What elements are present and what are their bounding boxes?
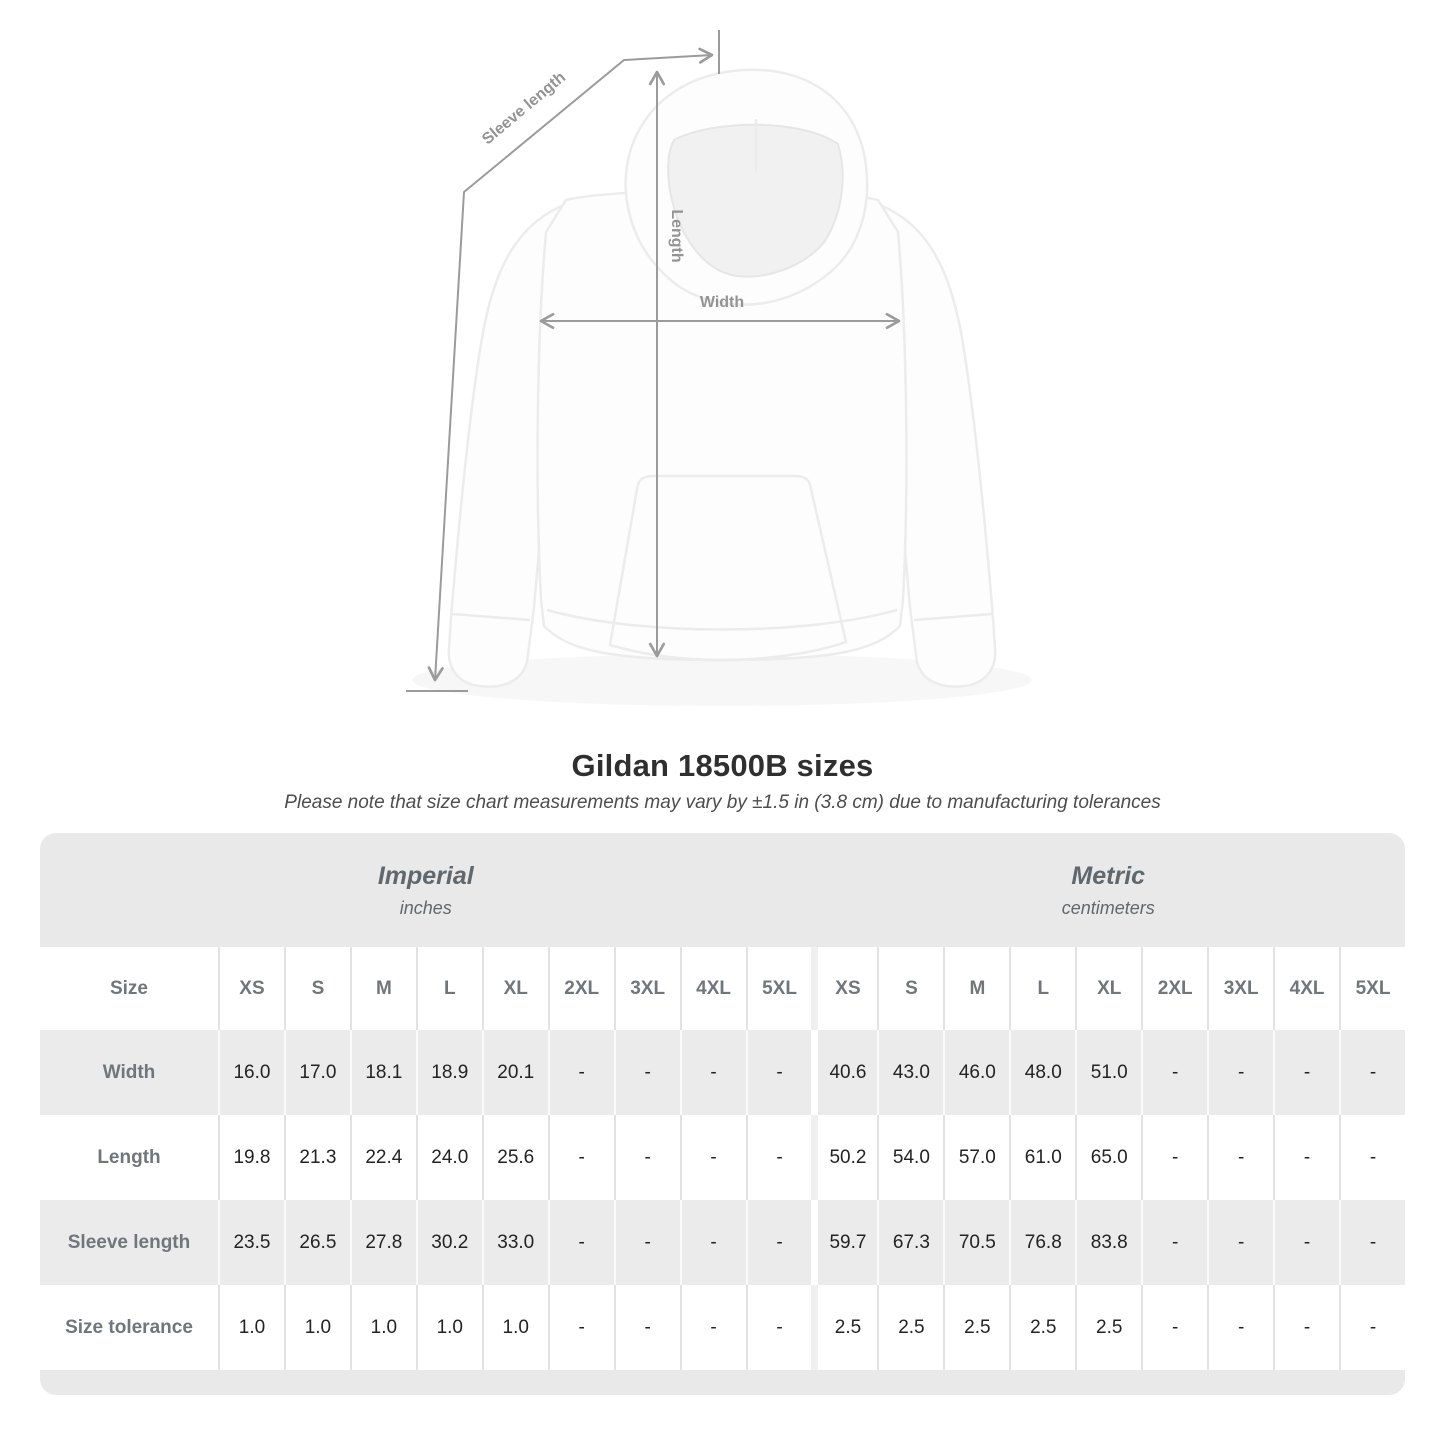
value-cell-imperial-2xl: - <box>548 1285 614 1370</box>
value-cell-metric-5xl: - <box>1339 1285 1405 1370</box>
row-label: Length <box>97 1146 161 1168</box>
value-cell-metric-l: 76.8 <box>1009 1200 1075 1285</box>
value-cell-metric-3xl: - <box>1207 1200 1273 1285</box>
size-col-imperial-3xl: 3XL <box>614 947 680 1030</box>
value-cell-metric-xl: 83.8 <box>1075 1200 1141 1285</box>
value-cell-metric-5xl: - <box>1339 1030 1405 1115</box>
value-cell-imperial-2xl: - <box>548 1200 614 1285</box>
size-header-row <box>40 947 1405 1030</box>
value-cell-metric-xs: 40.6 <box>811 1030 877 1115</box>
value-cell-imperial-m: 27.8 <box>350 1200 416 1285</box>
value-cell-metric-4xl: - <box>1273 1285 1339 1370</box>
value-cell-imperial-4xl: - <box>680 1030 746 1115</box>
size-col-metric-s: S <box>877 947 943 1030</box>
units-header-band <box>40 833 1405 947</box>
value-cell-imperial-xl: 33.0 <box>482 1200 548 1285</box>
value-cell-metric-4xl: - <box>1273 1200 1339 1285</box>
size-chart-table <box>40 833 1405 1395</box>
size-col-metric-5xl: 5XL <box>1339 947 1405 1030</box>
value-cell-imperial-l: 1.0 <box>416 1285 482 1370</box>
value-cell-imperial-5xl: - <box>746 1030 812 1115</box>
imperial-section-header <box>40 833 812 947</box>
value-cell-imperial-l: 18.9 <box>416 1030 482 1115</box>
value-cell-metric-5xl: - <box>1339 1200 1405 1285</box>
value-cell-metric-l: 2.5 <box>1009 1285 1075 1370</box>
value-cell-metric-5xl: - <box>1339 1115 1405 1200</box>
size-col-metric-3xl: 3XL <box>1207 947 1273 1030</box>
size-col-imperial-l: L <box>416 947 482 1030</box>
value-cell-imperial-3xl: - <box>614 1285 680 1370</box>
value-cell-metric-m: 2.5 <box>943 1285 1009 1370</box>
value-cell-imperial-5xl: - <box>746 1200 812 1285</box>
value-cell-imperial-3xl: - <box>614 1115 680 1200</box>
caption-block <box>0 748 1445 814</box>
size-col-metric-2xl: 2XL <box>1141 947 1207 1030</box>
value-cell-imperial-l: 30.2 <box>416 1200 482 1285</box>
width-label: Width <box>699 294 745 311</box>
table-row-length <box>40 1115 1405 1200</box>
value-cell-imperial-xs: 16.0 <box>218 1030 284 1115</box>
value-cell-metric-3xl: - <box>1207 1285 1273 1370</box>
row-label: Size tolerance <box>65 1316 193 1338</box>
table-row-size-tolerance <box>40 1285 1405 1370</box>
size-col-imperial-m: M <box>350 947 416 1030</box>
chart-title: Gildan 18500B sizes <box>571 748 874 783</box>
table-row-width <box>40 1030 1405 1115</box>
value-cell-imperial-xs: 23.5 <box>218 1200 284 1285</box>
row-label: Sleeve length <box>67 1231 191 1253</box>
value-cell-metric-s: 67.3 <box>877 1200 943 1285</box>
value-cell-metric-xs: 59.7 <box>811 1200 877 1285</box>
value-cell-imperial-5xl: - <box>746 1285 812 1370</box>
length-label: Length <box>668 209 685 263</box>
value-cell-metric-m: 57.0 <box>943 1115 1009 1200</box>
imperial-label: Imperial <box>377 861 474 890</box>
value-cell-metric-m: 46.0 <box>943 1030 1009 1115</box>
size-col-metric-m: M <box>943 947 1009 1030</box>
value-cell-metric-xs: 2.5 <box>811 1285 877 1370</box>
value-cell-metric-2xl: - <box>1141 1285 1207 1370</box>
value-cell-imperial-l: 24.0 <box>416 1115 482 1200</box>
value-cell-metric-2xl: - <box>1141 1115 1207 1200</box>
tolerance-note: Please note that size chart measurements may vary by ±1.5 in (3.8 cm) due to manufacturing tolerances <box>284 792 1161 813</box>
size-col-imperial-2xl: 2XL <box>548 947 614 1030</box>
value-cell-metric-3xl: - <box>1207 1115 1273 1200</box>
value-cell-metric-4xl: - <box>1273 1030 1339 1115</box>
value-cell-imperial-s: 17.0 <box>284 1030 350 1115</box>
value-cell-imperial-2xl: - <box>548 1030 614 1115</box>
size-col-imperial-xl: XL <box>482 947 548 1030</box>
metric-unit: centimeters <box>1061 897 1155 918</box>
row-label: Width <box>102 1061 156 1083</box>
value-cell-imperial-xl: 25.6 <box>482 1115 548 1200</box>
value-cell-imperial-m: 22.4 <box>350 1115 416 1200</box>
imperial-unit: inches <box>399 897 452 918</box>
value-cell-metric-3xl: - <box>1207 1030 1273 1115</box>
value-cell-metric-l: 48.0 <box>1009 1030 1075 1115</box>
size-col-metric-l: L <box>1009 947 1075 1030</box>
value-cell-imperial-4xl: - <box>680 1285 746 1370</box>
value-cell-imperial-xl: 1.0 <box>482 1285 548 1370</box>
value-cell-metric-s: 2.5 <box>877 1285 943 1370</box>
table-row-sleeve-length <box>40 1200 1405 1285</box>
size-col-metric-xs: XS <box>811 947 877 1030</box>
table-body <box>40 1030 1405 1370</box>
value-cell-metric-m: 70.5 <box>943 1200 1009 1285</box>
size-col-imperial-xs: XS <box>218 947 284 1030</box>
value-cell-imperial-3xl: - <box>614 1030 680 1115</box>
value-cell-imperial-4xl: - <box>680 1115 746 1200</box>
value-cell-imperial-xs: 1.0 <box>218 1285 284 1370</box>
value-cell-imperial-s: 1.0 <box>284 1285 350 1370</box>
size-col-imperial-5xl: 5XL <box>746 947 812 1030</box>
sleeve-length-label: Sleeve length <box>479 68 570 149</box>
metric-section-header <box>812 833 1406 947</box>
value-cell-metric-s: 54.0 <box>877 1115 943 1200</box>
size-col-imperial-s: S <box>284 947 350 1030</box>
size-col-imperial-4xl: 4XL <box>680 947 746 1030</box>
metric-label: Metric <box>1071 861 1146 890</box>
value-cell-imperial-2xl: - <box>548 1115 614 1200</box>
size-col-metric-4xl: 4XL <box>1273 947 1339 1030</box>
value-cell-imperial-m: 1.0 <box>350 1285 416 1370</box>
value-cell-metric-s: 43.0 <box>877 1030 943 1115</box>
value-cell-metric-xl: 65.0 <box>1075 1115 1141 1200</box>
table-footer-band <box>40 1370 1405 1395</box>
size-col-metric-xl: XL <box>1075 947 1141 1030</box>
value-cell-imperial-xl: 20.1 <box>482 1030 548 1115</box>
value-cell-imperial-m: 18.1 <box>350 1030 416 1115</box>
value-cell-metric-xs: 50.2 <box>811 1115 877 1200</box>
value-cell-metric-xl: 2.5 <box>1075 1285 1141 1370</box>
value-cell-metric-xl: 51.0 <box>1075 1030 1141 1115</box>
value-cell-imperial-xs: 19.8 <box>218 1115 284 1200</box>
value-cell-imperial-3xl: - <box>614 1200 680 1285</box>
value-cell-metric-2xl: - <box>1141 1030 1207 1115</box>
value-cell-metric-4xl: - <box>1273 1115 1339 1200</box>
value-cell-imperial-4xl: - <box>680 1200 746 1285</box>
value-cell-imperial-s: 21.3 <box>284 1115 350 1200</box>
size-column-header: Size <box>109 977 149 999</box>
value-cell-imperial-s: 26.5 <box>284 1200 350 1285</box>
value-cell-metric-l: 61.0 <box>1009 1115 1075 1200</box>
value-cell-metric-2xl: - <box>1141 1200 1207 1285</box>
value-cell-imperial-5xl: - <box>746 1115 812 1200</box>
